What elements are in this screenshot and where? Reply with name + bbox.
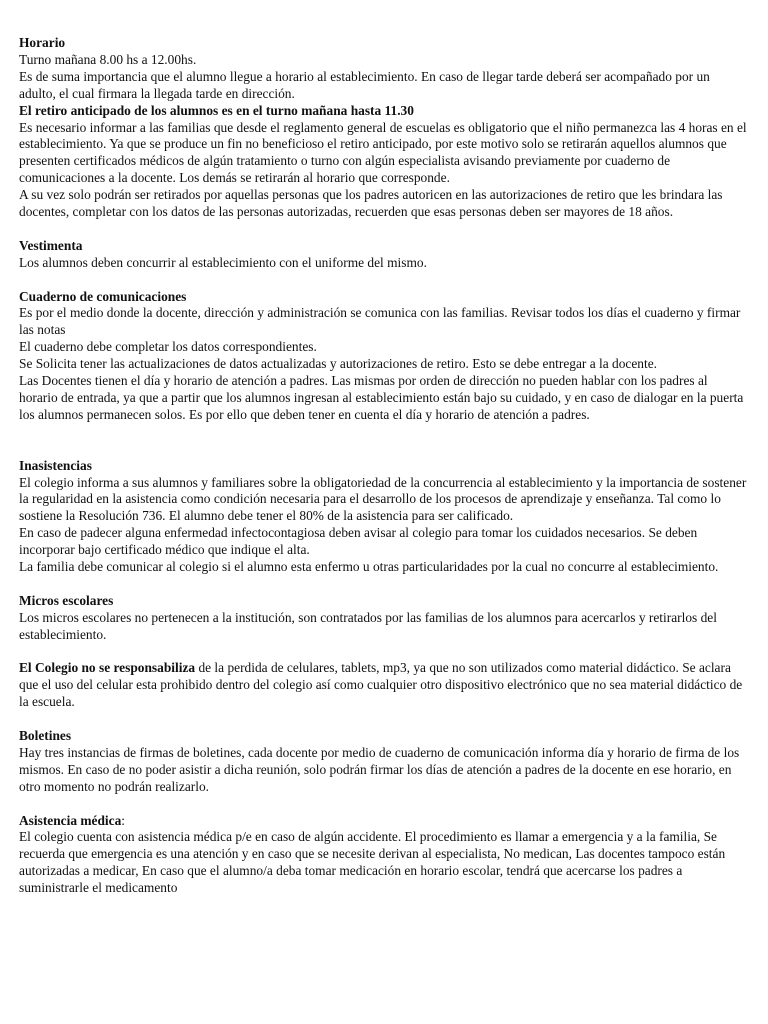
paragraph xyxy=(19,660,749,711)
title-text: Asistencia médica xyxy=(19,812,122,828)
document-page xyxy=(19,35,749,897)
section-title-asistencia xyxy=(19,813,749,830)
paragraph: Los micros escolares no pertenecen a la institución, son contratados por las familias de los alumnos para acercarlos y retirarlos del establecimiento. xyxy=(19,609,717,642)
section-asistencia xyxy=(19,813,749,898)
paragraph: Se Solicita tener las actualizaciones de datos actualizadas y autorizaciones de retiro. Esto se debe entregar a la docente. xyxy=(19,356,658,372)
section-title-horario: Horario xyxy=(19,35,66,50)
section-inasistencias xyxy=(19,458,749,576)
paragraph: Turno mañana 8.00 hs a 12.00hs. xyxy=(19,51,197,67)
title-colon: : xyxy=(121,812,126,828)
paragraph: La familia debe comunicar al colegio si el alumno esta enfermo u otras particularidades por la cual no concurre al establecimiento. xyxy=(19,559,719,575)
section-responsabilidad xyxy=(19,660,749,711)
section-title-cuaderno: Cuaderno de comunicaciones xyxy=(19,288,187,304)
paragraph: Hay tres instancias de firmas de boletines, cada docente por medio de cuaderno de comunicación informa día y horario de firma de los mismos. En caso de no poder asistir a dicha reunión, solo podrán firmar los días de atención a padres de la docente en ese horario, en otro momento no podrán realizarlo. xyxy=(19,744,740,794)
paragraph: Es de suma importancia que el alumno llegue a horario al establecimiento. En caso de llegar tarde deberá ser acompañado por un adulto, el cual firmara la llegada tarde en dirección. xyxy=(19,68,710,101)
paragraph: Las Docentes tienen el día y horario de atención a padres. Las mismas por orden de dirección no pueden hablar con los padres al horario de entrada, ya que a partir que los alumnos ingresan al establecimiento están bajo su cuidado, y en caso de dialogar en la puerta los alumnos permanecen solos. Es por ello que deben tener en cuenta el día y horario de atención a padres. xyxy=(19,373,744,422)
paragraph: Es por el medio donde la docente, dirección y administración se comunica con las familias. Revisar todos los días el cuaderno y firmar las notas xyxy=(19,305,741,338)
paragraph-rest: de la perdida de celulares, tablets, mp3, ya que no son utilizados como material didáctico. Se aclara que el uso del celular esta prohibido dentro del colegio así como cualquier otro dispositivo electrónico que no sea material didáctico de la escuela. xyxy=(19,660,743,710)
paragraph: El cuaderno debe completar los datos correspondientes. xyxy=(19,339,317,355)
section-micros xyxy=(19,593,749,644)
paragraph: Es necesario informar a las familias que desde el reglamento general de escuelas es obligatorio que el niño permanezca las 4 horas en el establecimiento. Ya que se produce un fin no beneficioso el retiro anticipado, por este motivo solo se retirarán aquellos alumnos que presenten certificados médicos de algún tratamiento o turno con algún especialista avisando previamente por cuaderno de comunicaciones a la docente. Los demás se retirarán al horario que corresponde. xyxy=(19,119,747,186)
paragraph: En caso de padecer alguna enfermedad infectocontagiosa deben avisar al colegio para tomar los cuidados necesarios. Se deben incorporar bajo certificado médico que indique el alta. xyxy=(19,525,698,558)
bold-lead: El Colegio no se responsabiliza xyxy=(19,660,196,676)
paragraph: El colegio cuenta con asistencia médica p/e en caso de algún accidente. El procedimiento es llamar a emergencia y a la familia, Se recuerda que emergencia es una atención y en caso que se necesite derivan al especialista, No medican, Las docentes tampoco están autorizadas a medicar, En caso que el alumno/a deba tomar medicación en horario escolar, tendrá que acercarse los padres a suministrarle el medicamento xyxy=(19,829,726,896)
paragraph: El colegio informa a sus alumnos y familiares sobre la obligatoriedad de la concurrencia al establecimiento y la importancia de sostener la regularidad en la asistencia como condición necesaria para el desarrollo de los procesos de aprendizaje y enseñanza. Tal como lo sostiene la Resolución 736. El alumno debe tener el 80% de la asistencia para ser calificado. xyxy=(19,474,747,524)
section-cuaderno xyxy=(19,289,749,424)
section-title-micros: Micros escolares xyxy=(19,592,114,608)
paragraph: Los alumnos deben concurrir al establecimiento con el uniforme del mismo. xyxy=(19,254,427,270)
section-title-inasistencias: Inasistencias xyxy=(19,457,92,473)
section-title-vestimenta: Vestimenta xyxy=(19,237,83,253)
subtitle-retiro-anticipado: El retiro anticipado de los alumnos es en el turno mañana hasta 11.30 xyxy=(19,102,414,118)
paragraph: A su vez solo podrán ser retirados por aquellas personas que los padres autoricen en las autorizaciones de retiro que les brindara las docentes, completar con los datos de las personas autorizadas, recuerden que esas personas deben ser mayores de 18 años. xyxy=(19,187,723,220)
section-boletines xyxy=(19,728,749,796)
section-vestimenta xyxy=(19,238,749,272)
section-title-boletines: Boletines xyxy=(19,728,72,744)
section-horario xyxy=(19,35,749,221)
